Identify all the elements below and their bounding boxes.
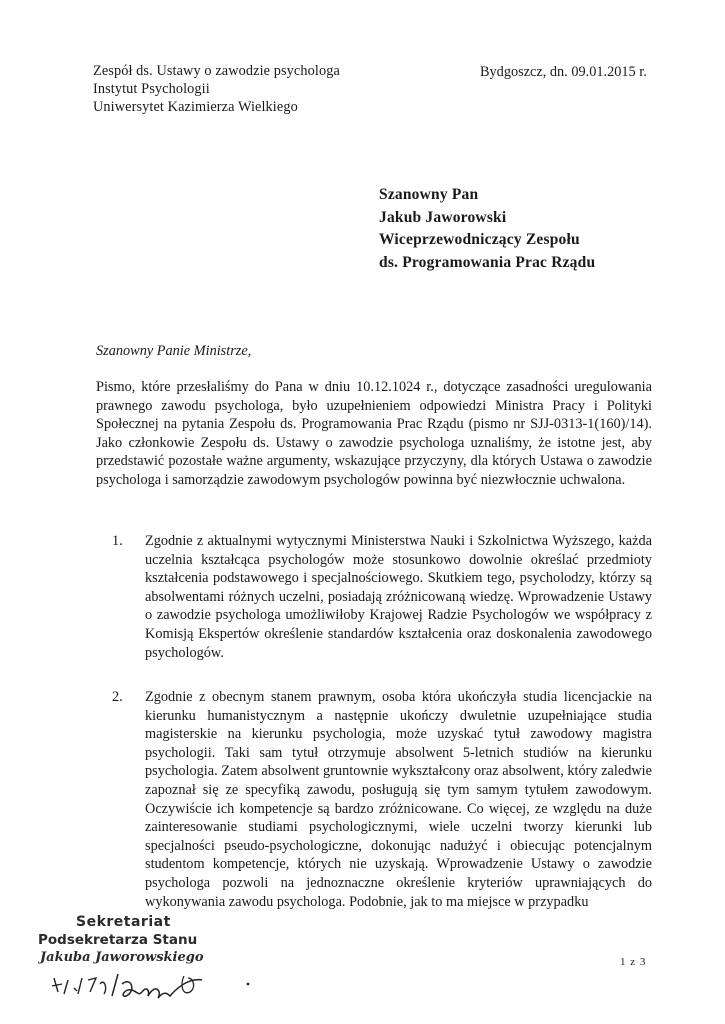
place-date: Bydgoszcz, dn. 09.01.2015 r. [480,64,647,80]
page-number: 1 z 3 [620,956,647,968]
list-item [112,688,652,911]
list-item-text: Zgodnie z obecnym stanem prawnym, osoba która ukończyła studia licencjackie na kierunku humanistycznym a następnie ukończy dwuletnie uzupełniające studia magisterskie na kierunku psychologia, może uzyskać tytuł zawodowy magistra psychologii. Taki sam tytuł otrzymuje absolwent 5-letnich studiów na kierunku psychologia. Zatem absolwent gruntownie wykształcony oraz absolwent, który zaledwie zapoznał się ze specyfiką zawodu, posługują się tym samym tytułem zawodowym. Oczywiście ich kompetencje są bardzo zróżnicowane. Co więcej, ze względu na duże zainteresowanie studiami psychologicznymi, wiele uczelni tworzy kierunki lub specjalności pseudo-psychologiczne, dokonując nadużyć i obiecując potencjalnym studentom kompetencje, których nie uzyskają. Wprowadzenie Ustawy o zawodzie psychologa pozwoli na jednoznaczne określenie kryteriów uprawniających do wykonywania zawodu psychologa. Podobnie, jak to ma miejsce w przypadku [145,689,652,910]
sender-team: Zespół ds. Ustawy o zawodzie psychologa [93,63,340,79]
letter-body [96,378,652,490]
salutation: Szanowny Panie Ministrze, [96,343,252,359]
list-item [112,532,652,662]
office-stamp [34,914,284,1014]
stamp-line-name: Jakuba Jaworowskiego [40,950,204,965]
list-item-number: 2. [112,689,123,705]
intro-paragraph: Pismo, które przesłaliśmy do Pana w dniu 10.12.1024 r., dotyczące zasadności uregulowania prawnego zawodu psychologa, było uzupełnieniem odpowiedzi Ministra Pracy i Polityki Społecznej na pytania Zespołu ds. Programowania Prac Rządu (pismo nr SJJ-0313-1(160)/14). Jako członkowie Zespołu ds. Ustawy o zawodzie psychologa uznaliśmy, że istotne jest, aby przedstawić pozostałe ważne argumenty, wskazujące przyczyny, dla których Ustawa o zawodzie psychologa i samorządzie zawodowym psychologów powinna być niezwłocznie uchwalona. [96,379,652,488]
recipient-position: Wiceprzewodniczący Zespołu [379,231,580,248]
handwritten-signature [34,914,284,1014]
list-item-text: Zgodnie z aktualnymi wytycznymi Ministerstwa Nauki i Szkolnictwa Wyższego, każda uczelnia kształcąca psychologów może stosunkowo dowolnie określać przedmioty kształcenia podstawowego i specjalnościowego. Skutkiem tego, psycholodzy, którzy są absolwentami różnych uczelni, posiadają zróżnicowaną wiedzę. Wprowadzenie Ustawy o zawodzie psychologa umożliwiłoby Krajowej Radzie Psychologów we współpracy z Komisją Ekspertów określenie standardów kształcenia oraz doskonalenia zawodowego psychologów. [145,533,652,661]
sender-institute: Instytut Psychologii [93,81,210,97]
sender-university: Uniwersytet Kazimierza Wielkiego [93,99,298,115]
recipient-name: Jakub Jaworowski [379,208,507,226]
recipient-greeting: Szanowny Pan [379,186,479,203]
list-item-number: 1. [112,533,123,549]
stamp-line-office: Sekretariat [76,914,171,930]
stamp-line-title: Podsekretarza Stanu [38,932,198,948]
sender-block [93,62,340,116]
recipient-block [379,184,595,274]
recipient-team: ds. Programowania Prac Rządu [379,253,596,271]
